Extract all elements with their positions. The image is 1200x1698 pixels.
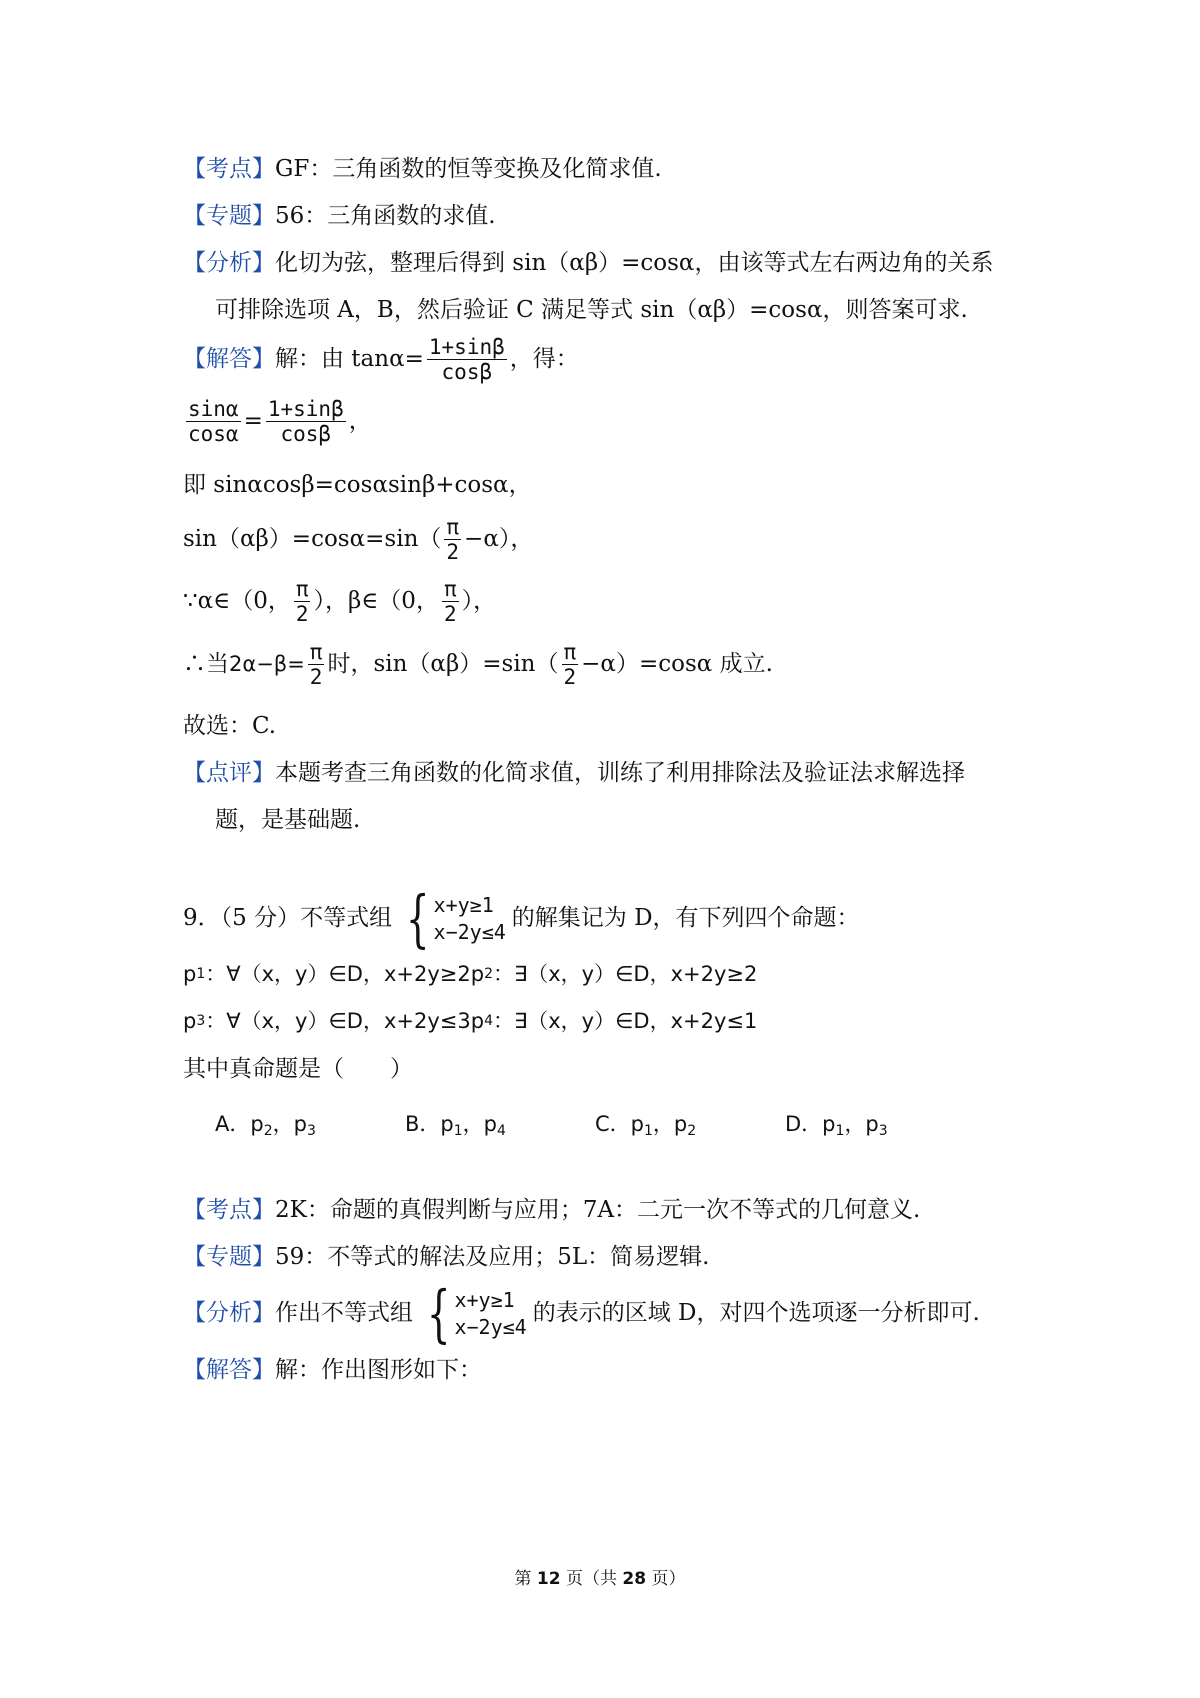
zhuanti-tag: 【专题】 bbox=[183, 1244, 275, 1270]
fenxi-text-1: 化切为弦，整理后得到 sin（α﻿β）=cosα，由该等式左右两边角的关系 bbox=[275, 250, 994, 276]
option-label: D．p bbox=[785, 1112, 836, 1136]
option-subscript: 2 bbox=[687, 1123, 697, 1139]
zhuanti-tag: 【专题】 bbox=[183, 203, 275, 229]
p1-subscript: 1 bbox=[196, 966, 206, 983]
q9-question-text: 其中真命题是（ ） bbox=[183, 1056, 413, 1082]
left-brace-icon: { bbox=[405, 882, 430, 955]
fraction-numerator: sinα bbox=[188, 397, 239, 421]
fraction-numerator: 1+sinβ bbox=[428, 335, 505, 359]
pi-over-2-fraction bbox=[294, 578, 311, 625]
footer-mid: 页（共 bbox=[560, 1569, 623, 1589]
fraction-numerator: π bbox=[446, 515, 460, 539]
step4-post: ）， bbox=[461, 587, 497, 614]
footer-post: 页） bbox=[646, 1569, 686, 1589]
answer-options bbox=[215, 1108, 975, 1139]
option-subscript: 1 bbox=[644, 1123, 653, 1139]
fraction-numerator: 1+sinβ bbox=[267, 397, 344, 421]
jieda-line bbox=[183, 336, 579, 383]
jieda-tag: 【解答】 bbox=[183, 345, 275, 372]
step1-tail: ， bbox=[348, 407, 372, 434]
propositions-line-2 bbox=[183, 1009, 757, 1034]
option-subscript: 3 bbox=[306, 1123, 316, 1139]
option-label: A．p bbox=[215, 1112, 264, 1136]
p2-symbol: p bbox=[470, 962, 485, 986]
q9-stem-pre: 9．（5 分）不等式组 bbox=[183, 905, 393, 932]
kaodian-tag: 【考点】 bbox=[183, 1197, 275, 1223]
dianping-text-1: 本题考查三角函数的化简求值，训练了利用排除法及验证法求解选择 bbox=[275, 760, 965, 786]
fraction-denominator: 2 bbox=[446, 540, 460, 565]
system-row-2: x−2y≤4 bbox=[433, 920, 506, 944]
answer-text: 故选：C. bbox=[183, 713, 277, 739]
inequality-system bbox=[398, 882, 506, 955]
kaodian-line bbox=[183, 156, 662, 184]
p3-text: ：∀（x，y）∈D，x+2y≤3 bbox=[205, 1009, 471, 1033]
jieda-tag: 【解答】 bbox=[183, 1357, 275, 1383]
answer-line bbox=[183, 713, 276, 741]
fraction-numerator: π bbox=[563, 640, 577, 664]
fraction-numerator: π bbox=[443, 577, 457, 601]
equals-sign: = bbox=[243, 407, 263, 434]
p3-subscript: 3 bbox=[196, 1013, 206, 1030]
p3-symbol: p bbox=[183, 1009, 197, 1033]
option-d[interactable] bbox=[785, 1108, 975, 1139]
jieda-text-before: 解：由 tanα= bbox=[275, 345, 424, 372]
fraction-denominator: cosβ bbox=[280, 422, 332, 447]
p4-text: ：∃（x，y）∈D，x+2y≤﻿1 bbox=[492, 1009, 758, 1033]
p2-subscript: 2 bbox=[484, 966, 493, 983]
propositions-line-1 bbox=[183, 962, 757, 987]
option-label: B．p bbox=[405, 1112, 454, 1136]
option-mid: ，p bbox=[844, 1112, 879, 1136]
dianping-text-2: 题，是基础题. bbox=[215, 807, 361, 833]
p4-subscript: 4 bbox=[484, 1013, 493, 1030]
step3-pre: sin（α﻿β）=cosα=sin（ bbox=[183, 525, 442, 552]
option-subscript: 1 bbox=[453, 1123, 463, 1139]
p4-symbol: p bbox=[470, 1009, 485, 1033]
tan-fraction bbox=[427, 336, 507, 383]
option-subscript: 3 bbox=[878, 1123, 888, 1139]
kaodian-text: GF：三角函数的恒等变换及化简求值. bbox=[275, 156, 662, 182]
fraction-denominator: 2 bbox=[563, 665, 577, 690]
step5-expr: 2α−β= bbox=[229, 651, 305, 676]
option-subscript: 1 bbox=[835, 1123, 845, 1139]
step5-mid: 时，sin（α﻿β）=sin（ bbox=[327, 650, 559, 677]
rhs-fraction bbox=[266, 398, 346, 445]
q9-zhuanti-line bbox=[183, 1244, 709, 1272]
step5-line bbox=[183, 641, 773, 688]
dianping-tag: 【点评】 bbox=[183, 760, 275, 786]
fenxi-tag: 【分析】 bbox=[183, 1300, 275, 1327]
inequality-system bbox=[419, 1277, 527, 1350]
option-mid: ，p bbox=[462, 1112, 498, 1136]
pi-over-2-fraction bbox=[308, 641, 325, 688]
jieda-text-after: ，得： bbox=[509, 345, 579, 372]
dianping-line-1 bbox=[183, 760, 965, 788]
fraction-denominator: cosβ bbox=[441, 360, 493, 385]
option-b[interactable] bbox=[405, 1108, 595, 1139]
option-mid: ，p bbox=[272, 1112, 307, 1136]
kaodian-text: 2K：命题的真假判断与应用；7A：二元一次不等式的几何意义. bbox=[275, 1197, 921, 1223]
step1-line bbox=[183, 398, 372, 445]
zhuanti-line bbox=[183, 203, 496, 231]
kaodian-tag: 【考点】 bbox=[183, 156, 275, 182]
option-c[interactable] bbox=[595, 1108, 785, 1139]
step2-line bbox=[183, 472, 532, 500]
p2-text: ：∃（x，y）∈D，x+2y≥2 bbox=[492, 962, 758, 986]
step4-pre: ∵α∈（0， bbox=[183, 587, 291, 614]
footer-pre: 第 bbox=[514, 1569, 537, 1589]
fraction-denominator: cosα bbox=[188, 422, 239, 447]
step5-post: −α）=cosα 成立. bbox=[581, 650, 773, 677]
p1-symbol: p bbox=[183, 962, 197, 986]
step3-line bbox=[183, 516, 533, 563]
fenxi-tag: 【分析】 bbox=[183, 250, 275, 276]
fenxi-line-1 bbox=[183, 250, 993, 278]
system-row-1: x+y≥1 bbox=[433, 893, 494, 917]
option-mid: ，p bbox=[652, 1112, 688, 1136]
fenxi-text-2: 可排除选项 A，B，然后验证 C 满足等式 sin（α﻿β）=cosα，则答案可求. bbox=[215, 297, 968, 323]
option-a[interactable] bbox=[215, 1108, 405, 1139]
option-label: C．p bbox=[595, 1112, 644, 1136]
fenxi-pre: 作出不等式组 bbox=[275, 1300, 413, 1327]
pi-over-2-fraction bbox=[562, 641, 579, 688]
zhuanti-text: 59：不等式的解法及应用；5L：简易逻辑. bbox=[275, 1244, 710, 1270]
total-pages: 28 bbox=[622, 1569, 647, 1589]
zhuanti-text: 56：三角函数的求值. bbox=[275, 203, 496, 229]
q9-jieda-line bbox=[183, 1357, 482, 1385]
fraction-numerator: π bbox=[295, 577, 309, 601]
fraction-denominator: 2 bbox=[443, 602, 457, 627]
q9-stem-post: 的解集记为 D，有下列四个命题： bbox=[511, 905, 860, 932]
option-subscript: 2 bbox=[263, 1123, 273, 1139]
p1-text: ：∀（x，y）∈D，x+2y≥﻿2 bbox=[205, 962, 471, 986]
fenxi-line-2 bbox=[215, 297, 968, 325]
fenxi-post: 的表示的区域 D，对四个选项逐一分析即可. bbox=[532, 1300, 980, 1327]
lhs-fraction bbox=[186, 398, 241, 445]
pi-over-2-fraction bbox=[442, 578, 459, 625]
q9-kaodian-line bbox=[183, 1197, 920, 1225]
q9-stem bbox=[183, 882, 860, 955]
step4-mid: ），β∈（0， bbox=[313, 587, 439, 614]
system-row-1: x+y≥1 bbox=[454, 1288, 515, 1312]
step2-text: 即 sinαcosβ=cosαsinβ+cosα， bbox=[183, 472, 532, 498]
step4-line bbox=[183, 578, 496, 625]
fraction-numerator: π bbox=[309, 640, 323, 664]
dianping-line-2 bbox=[215, 807, 360, 835]
jieda-text: 解：作出图形如下： bbox=[275, 1357, 482, 1383]
left-brace-icon: { bbox=[426, 1277, 451, 1350]
system-row-2: x−2y≤4 bbox=[454, 1315, 527, 1339]
fraction-denominator: 2 bbox=[309, 665, 323, 690]
q9-fenxi-line bbox=[183, 1277, 980, 1350]
q9-question bbox=[183, 1056, 413, 1084]
page-number: 12 bbox=[536, 1569, 561, 1589]
step5-pre: ∴当 bbox=[183, 650, 229, 677]
page-footer bbox=[0, 1564, 1200, 1589]
option-subscript: 4 bbox=[497, 1123, 506, 1139]
fraction-denominator: 2 bbox=[295, 602, 309, 627]
pi-over-2-fraction bbox=[444, 516, 461, 563]
step3-post: −α）， bbox=[464, 525, 534, 552]
